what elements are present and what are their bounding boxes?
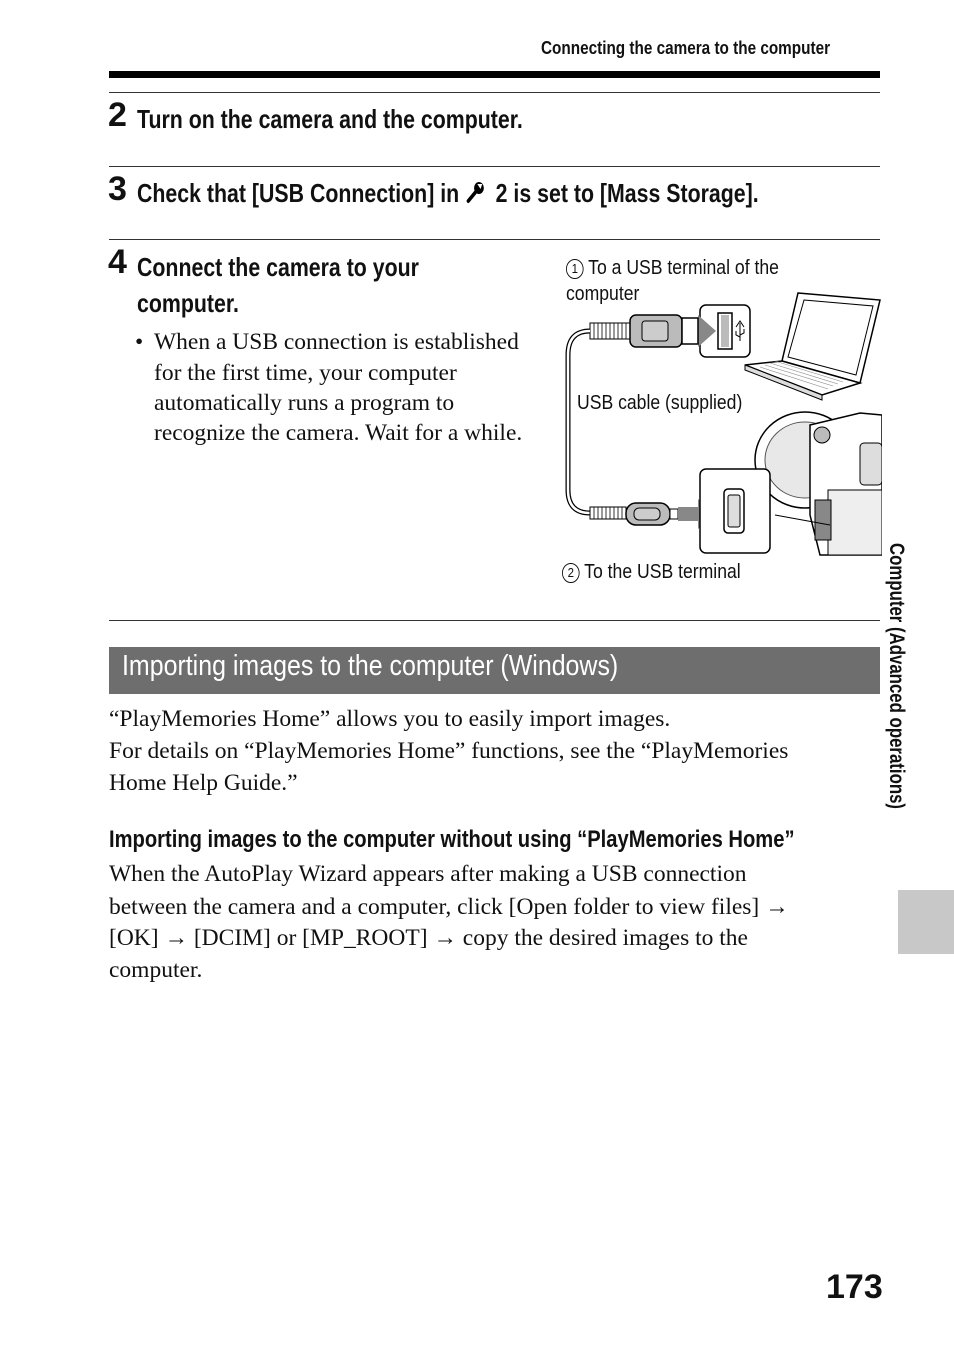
arrow-icon: → [164, 925, 188, 951]
page-number: 173 [826, 1268, 883, 1306]
step-3-title [137, 178, 759, 209]
wrench-icon [465, 181, 490, 205]
bullet-line: recognize the camera. Wait for a while. [154, 420, 523, 446]
header-thin-rule [109, 92, 880, 93]
callout-2 [562, 561, 741, 584]
step-3-title-before: Check that [USB Connection] in [137, 178, 460, 208]
circled-number-2: 2 [562, 563, 580, 583]
header-thick-rule [109, 71, 880, 78]
para-line: computer. [109, 957, 203, 983]
callout-1-line1: To a USB terminal of the [588, 257, 779, 279]
bullet-marker: • [135, 329, 144, 355]
para-line [109, 891, 789, 923]
step-2-number: 2 [108, 96, 127, 134]
circled-number-1: 1 [566, 259, 584, 279]
section-heading: Importing images to the computer (Windows) [122, 650, 619, 682]
bullet-line: for the first time, your computer [154, 360, 457, 386]
intro-line: Home Help Guide.” [109, 770, 298, 796]
divider [109, 166, 880, 167]
arrow-icon: → [433, 925, 457, 951]
camera-illustration [755, 412, 882, 555]
divider [109, 239, 880, 240]
para-copy: copy the desired images to the [462, 925, 748, 951]
subheading: Importing images to the computer without using “PlayMemories Home” [109, 826, 795, 853]
para-line: When the AutoPlay Wizard appears after making a USB connection [109, 861, 747, 887]
mini-usb-plug [590, 503, 678, 525]
para-ok: [OK] [109, 925, 159, 951]
usb-a-plug [590, 315, 698, 347]
step-4-title-line1: Connect the camera to your [137, 252, 419, 282]
intro-line: For details on “PlayMemories Home” functions, see the “PlayMemories [109, 738, 789, 764]
step-3-number: 3 [108, 170, 127, 208]
mini-usb-port-icon [700, 469, 770, 553]
step-3-title-after: 2 is set to [Mass Storage]. [495, 178, 759, 208]
section-divider [109, 620, 880, 621]
side-tab-marker [898, 890, 954, 954]
step-4-title-line2: computer. [137, 288, 239, 318]
para-line [109, 922, 748, 954]
callout-1-line2: computer [566, 283, 640, 305]
running-header: Connecting the camera to the computer [541, 38, 831, 58]
para-line-2-text: between the camera and a computer, click [Open folder to view files] [109, 894, 760, 920]
bullet-line: When a USB connection is established [154, 329, 519, 355]
callout-2-text: To the USB terminal [584, 561, 741, 583]
intro-line: “PlayMemories Home” allows you to easily import images. [109, 706, 671, 732]
side-tab-label: Computer (Advanced operations) [885, 543, 908, 810]
laptop-illustration [745, 293, 880, 400]
step-4-number: 4 [108, 243, 127, 281]
para-dcim: [DCIM] or [MP_ROOT] [193, 925, 428, 951]
step-2-title: Turn on the camera and the computer. [137, 104, 523, 134]
callout-1 [566, 257, 779, 280]
bullet-line: automatically runs a program to [154, 390, 455, 416]
cable-label: USB cable (supplied) [577, 392, 743, 414]
usb-connection-illustration [560, 285, 882, 560]
arrow-icon: → [765, 894, 789, 920]
